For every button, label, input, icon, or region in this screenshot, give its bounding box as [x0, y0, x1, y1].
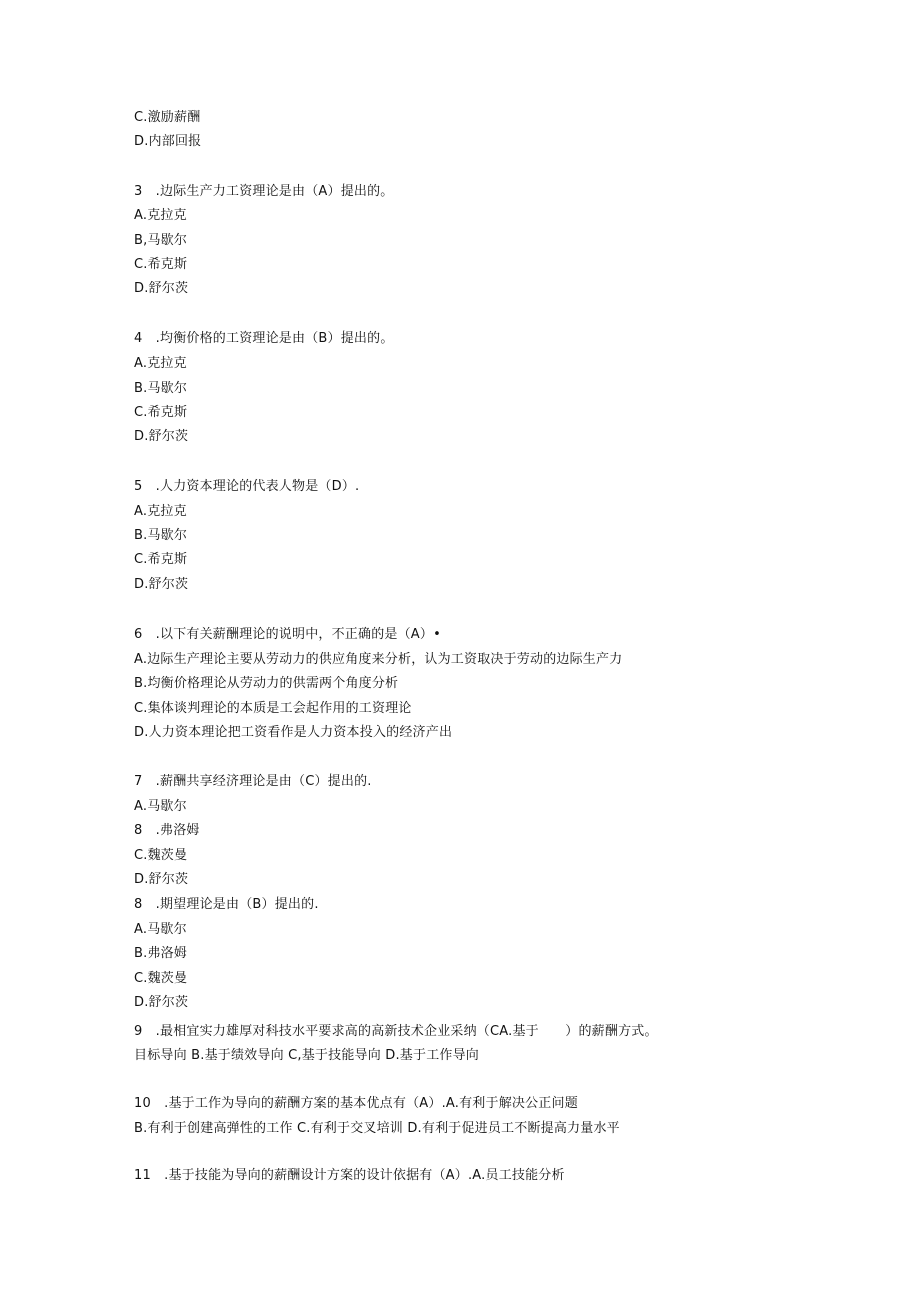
question-7: 7 .薪酬共享经济理论是由（C）提出的.	[134, 774, 372, 789]
option-line: C.魏茨曼	[134, 971, 188, 986]
option-line: D.舒尔茨	[134, 995, 189, 1010]
option-line: B,马歇尔	[134, 233, 188, 248]
question-3: 3 .边际生产力工资理论是由（A）提出的。	[134, 184, 394, 199]
option-line: B.有利于创建高弹性的工作 C.有利于交叉培训 D.有利于促进员工不断提高力量水平	[134, 1121, 620, 1136]
option-line: B.马歇尔	[134, 381, 188, 396]
question-9: 9 .最相宜实力雄厚对科技水平要求高的高新技术企业采纳（CA.基于 ）的薪酬方式。	[134, 1024, 658, 1039]
option-line: B.马歇尔	[134, 528, 188, 543]
option-line: C.集体谈判理论的本质是工会起作用的工资理论	[134, 701, 412, 716]
option-line: D.人力资本理论把工资看作是人力资本投入的经济产出	[134, 725, 453, 740]
option-line: D.舒尔茨	[134, 281, 189, 296]
option-line: A.马歇尔	[134, 922, 187, 937]
option-line: C.魏茨曼	[134, 848, 188, 863]
option-line: B.均衡价格理论从劳动力的供需两个角度分析	[134, 676, 399, 691]
option-line: 8 .弗洛姆	[134, 823, 200, 838]
option-line: A.克拉克	[134, 356, 187, 371]
text-line: C.激励薪酬	[134, 110, 201, 125]
option-line: B.弗洛姆	[134, 946, 188, 961]
question-4: 4 .均衡价格的工资理论是由（B）提出的。	[134, 331, 394, 346]
option-line: C.希克斯	[134, 257, 188, 272]
option-line: A.边际生产理论主要从劳动力的供应角度来分析，认为工资取决于劳动的边际生产力	[134, 652, 623, 667]
option-line: A.克拉克	[134, 208, 187, 223]
question-11: 11 .基于技能为导向的薪酬设计方案的设计依据有（A）.A.员工技能分析	[134, 1168, 565, 1183]
option-line: A.克拉克	[134, 504, 187, 519]
question-8: 8 .期望理论是由（B）提出的.	[134, 897, 319, 912]
option-line: D.舒尔茨	[134, 429, 189, 444]
option-line: C.希克斯	[134, 405, 188, 420]
text-line: D.内部回报	[134, 134, 202, 149]
option-line: A.马歇尔	[134, 799, 187, 814]
option-line: 目标导向 B.基于绩效导向 C,基于技能导向 D.基于工作导向	[134, 1048, 480, 1063]
option-line: D.舒尔茨	[134, 872, 189, 887]
option-line: D.舒尔茨	[134, 577, 189, 592]
question-5: 5 .人力资本理论的代表人物是（D）.	[134, 479, 360, 494]
question-10: 10 .基于工作为导向的薪酬方案的基本优点有（A）.A.有利于解决公正问题	[134, 1096, 578, 1111]
question-6: 6 .以下有关薪酬理论的说明中，不正确的是（A）•	[134, 627, 441, 642]
option-line: C.希克斯	[134, 552, 188, 567]
